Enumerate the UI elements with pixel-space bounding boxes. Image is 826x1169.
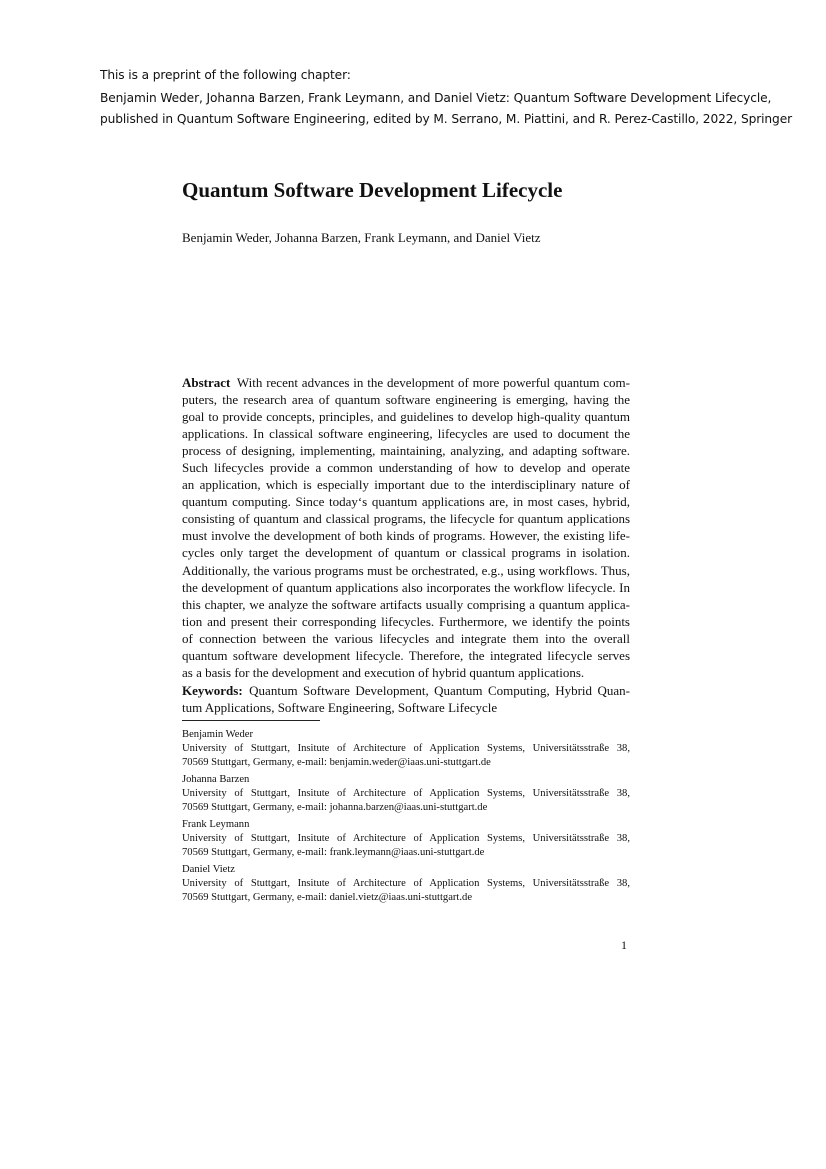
affiliation-contact: 70569 Stuttgart, Germany, e-mail: frank.leymann@iaas.uni-stuttgart.de — [182, 847, 485, 858]
preprint-notice-line: published in Quantum Software Engineering, edited by M. Serrano, M. Piattini, and R. Perez-Castillo, 2022, Springer — [100, 112, 793, 126]
keywords-label: Keywords: — [182, 683, 243, 698]
preprint-notice-line: This is a preprint of the following chapter: — [100, 68, 351, 82]
keywords — [182, 682, 630, 716]
affiliation-name: Daniel Vietz — [182, 864, 235, 875]
abstract-text: With recent advances in the development of more powerful quantum com- — [236, 375, 630, 390]
abstract-line: this chapter, we analyze the software artifacts usually comprising a quantum applica- — [182, 596, 630, 612]
abstract-line: tion and present their corresponding lifecycles. Furthermore, we identify the points — [182, 613, 630, 629]
keywords-line — [182, 682, 630, 699]
author-list: Benjamin Weder, Johanna Barzen, Frank Leymann, and Daniel Vietz — [182, 230, 541, 245]
abstract-line: Additionally, the various programs must be orchestrated, e.g., using workflows. Thus, — [182, 562, 630, 578]
abstract — [182, 374, 630, 681]
affiliation-name: Benjamin Weder — [182, 729, 254, 740]
abstract-line — [182, 374, 630, 391]
affiliation-contact: 70569 Stuttgart, Germany, e-mail: johanna.barzen@iaas.uni-stuttgart.de — [182, 802, 488, 813]
affiliation — [182, 728, 630, 770]
abstract-line: consisting of quantum and classical programs, the lifecycle for quantum applications — [182, 511, 630, 527]
affiliation-address: University of Stuttgart, Insitute of Architecture of Application Systems, Universitätsstraße 38, — [182, 788, 630, 799]
paper-title: Quantum Software Development Lifecycle — [182, 178, 563, 202]
affiliation-name: Frank Leymann — [182, 819, 250, 830]
affiliation — [182, 863, 630, 905]
affiliation-address: University of Stuttgart, Insitute of Architecture of Application Systems, Universitätsstraße 38, — [182, 743, 630, 754]
abstract-line: applications. In classical software engineering, lifecycles are used to document the — [182, 426, 630, 442]
abstract-line: must involve the development of both kinds of programs. However, the existing life- — [182, 528, 630, 544]
abstract-line: Such lifecycles provide a common understanding of how to develop and operate — [182, 460, 630, 476]
affiliation — [182, 818, 630, 860]
abstract-line: process of designing, implementing, maintaining, analyzing, and adapting software. — [182, 443, 630, 459]
keywords-line: tum Applications, Software Engineering, Software Lifecycle — [182, 700, 498, 716]
affiliation-name: Johanna Barzen — [182, 774, 250, 785]
abstract-line: cycles only target the development of quantum or classical programs in isolation. — [182, 545, 630, 561]
page-number: 1 — [621, 938, 627, 952]
abstract-line: an application, which is especially important due to the interdisciplinary nature of — [182, 477, 630, 493]
affiliation-contact: 70569 Stuttgart, Germany, e-mail: benjamin.weder@iaas.uni-stuttgart.de — [182, 757, 491, 768]
preprint-notice-line: Benjamin Weder, Johanna Barzen, Frank Leymann, and Daniel Vietz: Quantum Software Development Lifecycle, — [100, 91, 772, 105]
abstract-line: of connection between the various lifecycles and integrate them into the overall — [182, 630, 630, 646]
footnote-rule — [182, 720, 320, 721]
affiliation-address: University of Stuttgart, Insitute of Architecture of Application Systems, Universitätsstraße 38, — [182, 833, 630, 844]
keywords-text: Quantum Software Development, Quantum Computing, Hybrid Quan- — [249, 683, 630, 698]
abstract-line: goal to provide concepts, principles, and guidelines to develop high-quality quantum — [182, 409, 630, 425]
abstract-line: quantum software development lifecycle. Therefore, the integrated lifecycle serves — [182, 647, 630, 663]
affiliation-address: University of Stuttgart, Insitute of Architecture of Application Systems, Universitätsstraße 38, — [182, 878, 630, 889]
affiliation — [182, 773, 630, 815]
abstract-line: puters, the research area of quantum software engineering is emerging, having the — [182, 392, 630, 408]
abstract-line: the development of quantum applications also incorporates the workflow lifecycle. In — [182, 579, 630, 595]
abstract-line: as a basis for the development and execution of hybrid quantum applications. — [182, 664, 585, 680]
affiliation-contact: 70569 Stuttgart, Germany, e-mail: daniel.vietz@iaas.uni-stuttgart.de — [182, 892, 473, 903]
abstract-label: Abstract — [182, 375, 231, 390]
abstract-line: quantum computing. Since today‘s quantum applications are, in most cases, hybrid, — [182, 494, 630, 510]
